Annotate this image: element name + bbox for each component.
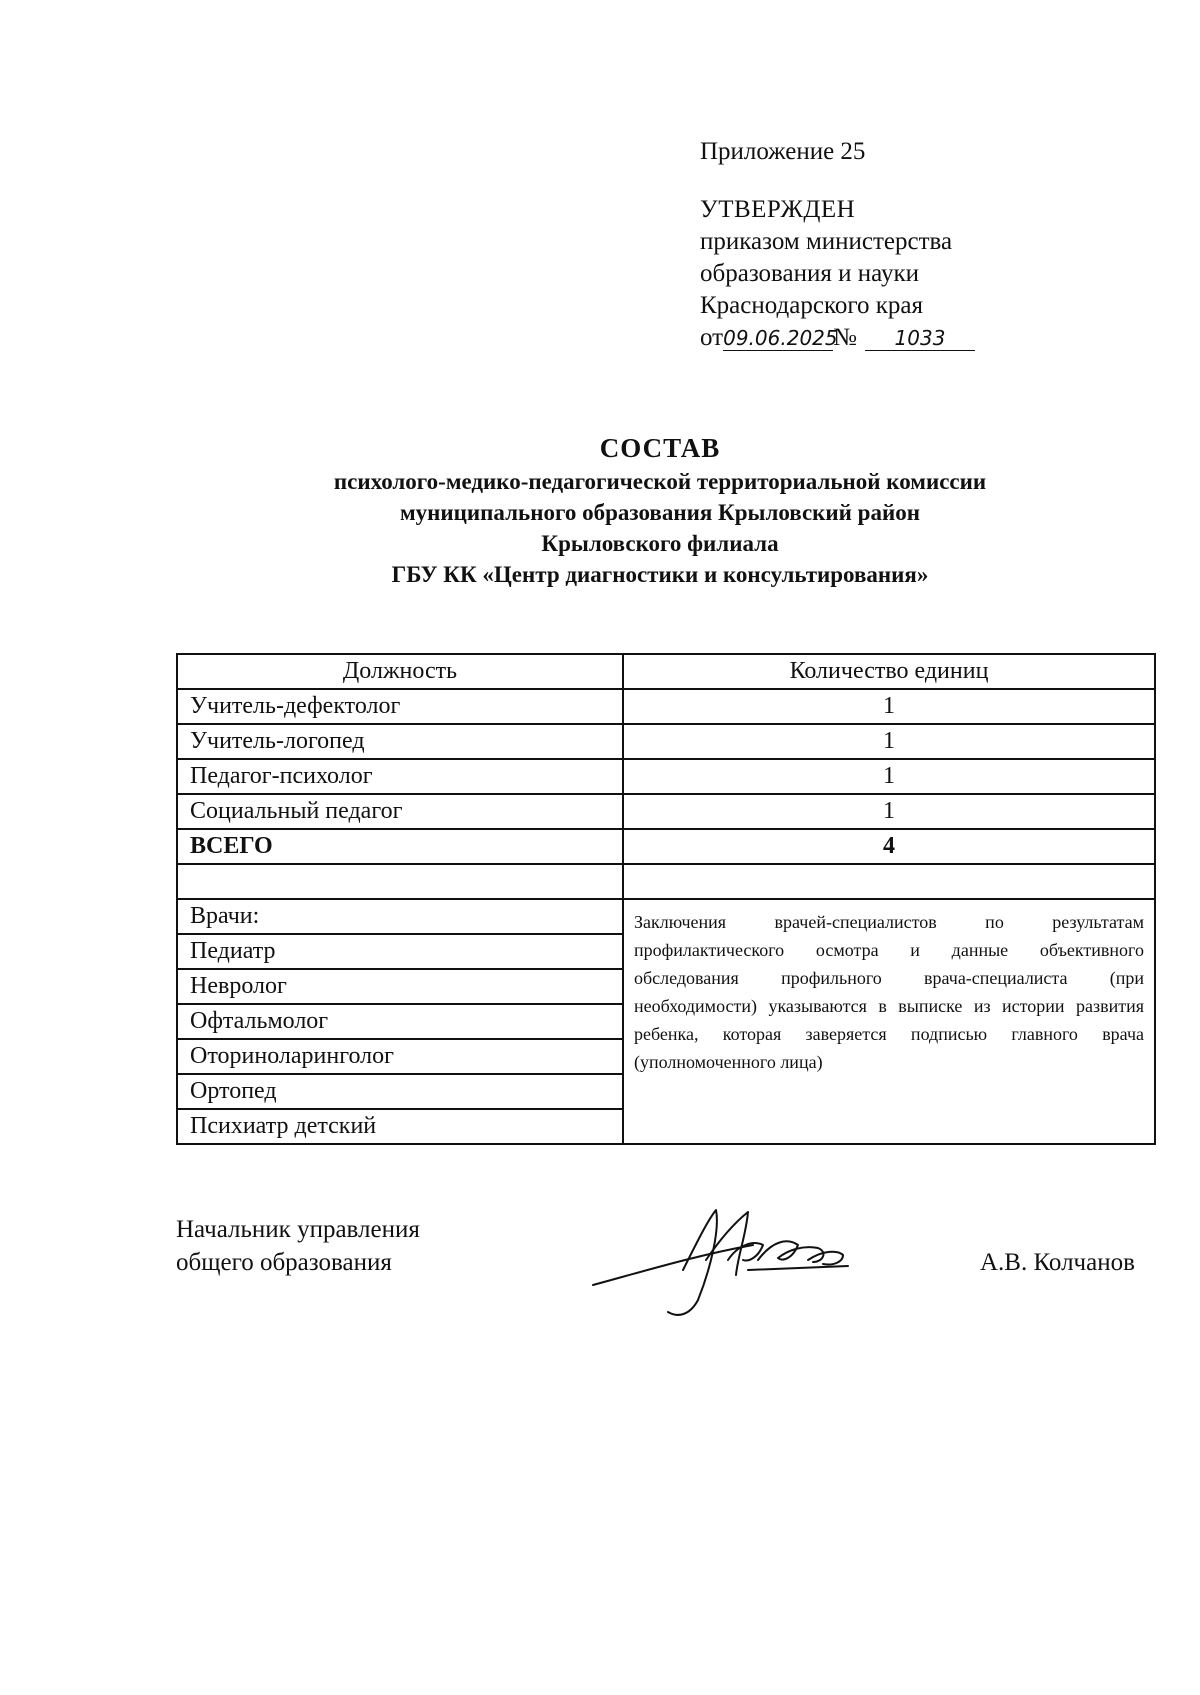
position-cell: Педагог-психолог — [177, 759, 623, 794]
approval-block — [700, 136, 1020, 354]
doctor-cell: Оториноларинголог — [177, 1039, 623, 1074]
position-cell: Социальный педагог — [177, 794, 623, 829]
count-cell: 1 — [623, 689, 1155, 724]
header-count: Количество единиц — [623, 654, 1155, 689]
from-label: от — [700, 324, 724, 351]
doctor-cell: Невролог — [177, 969, 623, 1004]
number-label: № — [833, 324, 857, 351]
doctor-cell: Психиатр детский — [177, 1109, 623, 1144]
total-value: 4 — [623, 829, 1155, 864]
doctor-cell: Ортопед — [177, 1074, 623, 1109]
handwritten-signature — [588, 1200, 868, 1320]
title-main: СОСТАВ — [599, 433, 721, 463]
title-line: муниципального образования Крыловский район — [400, 500, 920, 525]
table-header-row — [177, 654, 1155, 689]
total-label: ВСЕГО — [177, 829, 623, 864]
signer-title-line: Начальник управления — [176, 1216, 420, 1243]
table-row — [177, 724, 1155, 759]
count-cell: 1 — [623, 724, 1155, 759]
approval-line: Краснодарского края — [700, 292, 923, 319]
approved-label: УТВЕРЖДЕН — [700, 196, 856, 223]
title-line: Крыловского филиала — [541, 531, 779, 556]
approval-line: приказом министерства — [700, 228, 953, 255]
count-cell: 1 — [623, 759, 1155, 794]
table-row — [177, 759, 1155, 794]
order-date-line — [700, 322, 1020, 354]
total-row — [177, 829, 1155, 864]
signer-title — [176, 1213, 420, 1279]
empty-cell — [177, 864, 623, 899]
position-cell: Учитель-дефектолог — [177, 689, 623, 724]
empty-row — [177, 864, 1155, 899]
table-row — [177, 794, 1155, 829]
approval-line: образования и науки — [700, 260, 919, 287]
doctors-note: Заключения врачей-специалистов по результатам профилактического осмотра и данные объективного обследования профильного врача-специалиста (при необходимости) указываются в выписке из истории развития ребенка, которая заверяется подписью главного врача (уполномоченного лица) — [623, 899, 1155, 1144]
empty-cell — [623, 864, 1155, 899]
doctor-cell: Офтальмолог — [177, 1004, 623, 1039]
order-date-value: 09.06.2025 — [723, 326, 838, 350]
document-title — [200, 430, 1120, 590]
order-number-value: 1033 — [865, 326, 975, 351]
doctors-row — [177, 899, 1155, 934]
header-position: Должность — [177, 654, 623, 689]
count-cell: 1 — [623, 794, 1155, 829]
table-row — [177, 689, 1155, 724]
appendix-number: Приложение 25 — [700, 138, 866, 165]
staff-table — [176, 653, 1156, 1145]
signer-name: А.В. Колчанов — [980, 1249, 1135, 1276]
doctor-cell: Педиатр — [177, 934, 623, 969]
signer-title-line: общего образования — [176, 1249, 392, 1276]
doctors-label: Врачи: — [177, 899, 623, 934]
title-line: ГБУ КК «Центр диагностики и консультирования» — [391, 562, 929, 587]
title-line: психолого-медико-педагогической территориальной комиссии — [333, 469, 987, 494]
position-cell: Учитель-логопед — [177, 724, 623, 759]
